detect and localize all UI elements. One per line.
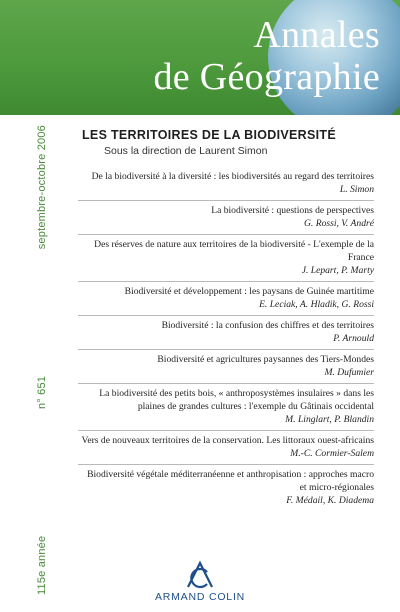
- article-item: [78, 235, 374, 282]
- article-title: Biodiversité végétale méditerranéenne et anthropisation : approches macro et micro-régionales: [87, 469, 374, 493]
- theme-title: LES TERRITOIRES DE LA BIODIVERSITÉ: [82, 128, 336, 142]
- table-of-contents: [78, 128, 374, 511]
- article-item: [78, 201, 374, 235]
- article-authors: L. Simon: [339, 184, 374, 195]
- article-authors: M.-C. Cormier-Salem: [290, 448, 374, 459]
- article-authors: P. Arnould: [333, 333, 374, 344]
- spine-issue: n° 651: [36, 375, 48, 410]
- article-list: [78, 167, 374, 511]
- article-title: La biodiversité : questions de perspectives: [211, 205, 374, 216]
- journal-title-line1: Annales: [253, 14, 380, 56]
- article-title: Des réserves de nature aux territoires de la biodiversité - L'exemple de la France: [94, 239, 374, 263]
- journal-title-line2: de Géographie: [153, 56, 380, 98]
- theme-direction: Sous la direction de Laurent Simon: [104, 145, 268, 157]
- article-title: La biodiversité des petits bois, « anthroposystèmes insulaires » dans les plaines de grandes cultures : l'exemple du Gâtinais occidental: [99, 388, 374, 412]
- article-title: Vers de nouveaux territoires de la conservation. Les littoraux ouest-africains: [81, 435, 374, 446]
- article-item: [78, 465, 374, 511]
- article-authors: F. Médail, K. Diadema: [286, 495, 374, 506]
- article-authors: M. Dufumier: [324, 367, 374, 378]
- spine-text: [24, 125, 60, 595]
- article-item: [78, 316, 374, 350]
- article-title: Biodiversité : la confusion des chiffres et des territoires: [161, 320, 374, 331]
- article-item: [78, 431, 374, 465]
- journal-title: [0, 14, 380, 98]
- publisher-name: ARMAND COLIN: [154, 591, 246, 603]
- article-item: [78, 282, 374, 316]
- spine-date: septembre-octobre 2006: [36, 125, 48, 250]
- title-banner: [0, 0, 400, 115]
- article-item: [78, 167, 374, 201]
- publisher-logo: [0, 560, 400, 603]
- article-authors: G. Rossi, V. André: [303, 218, 374, 229]
- article-title: De la biodiversité à la diversité : les biodiversités au regard des territoires: [91, 171, 374, 182]
- article-authors: E. Leciak, A. Hladik, G. Rossi: [259, 299, 374, 310]
- article-item: [78, 384, 374, 431]
- article-title: Biodiversité et développement : les paysans de Guinée martitime: [124, 286, 374, 297]
- article-item: [78, 350, 374, 384]
- article-authors: J. Lepart, P. Marty: [301, 265, 374, 276]
- article-title: Biodiversité et agricultures paysannes des Tiers-Mondes: [157, 354, 374, 365]
- publisher-emblem-icon: [180, 560, 220, 590]
- spine-year: 115e année: [36, 535, 48, 595]
- article-authors: M. Linglart, P. Blandin: [285, 414, 374, 425]
